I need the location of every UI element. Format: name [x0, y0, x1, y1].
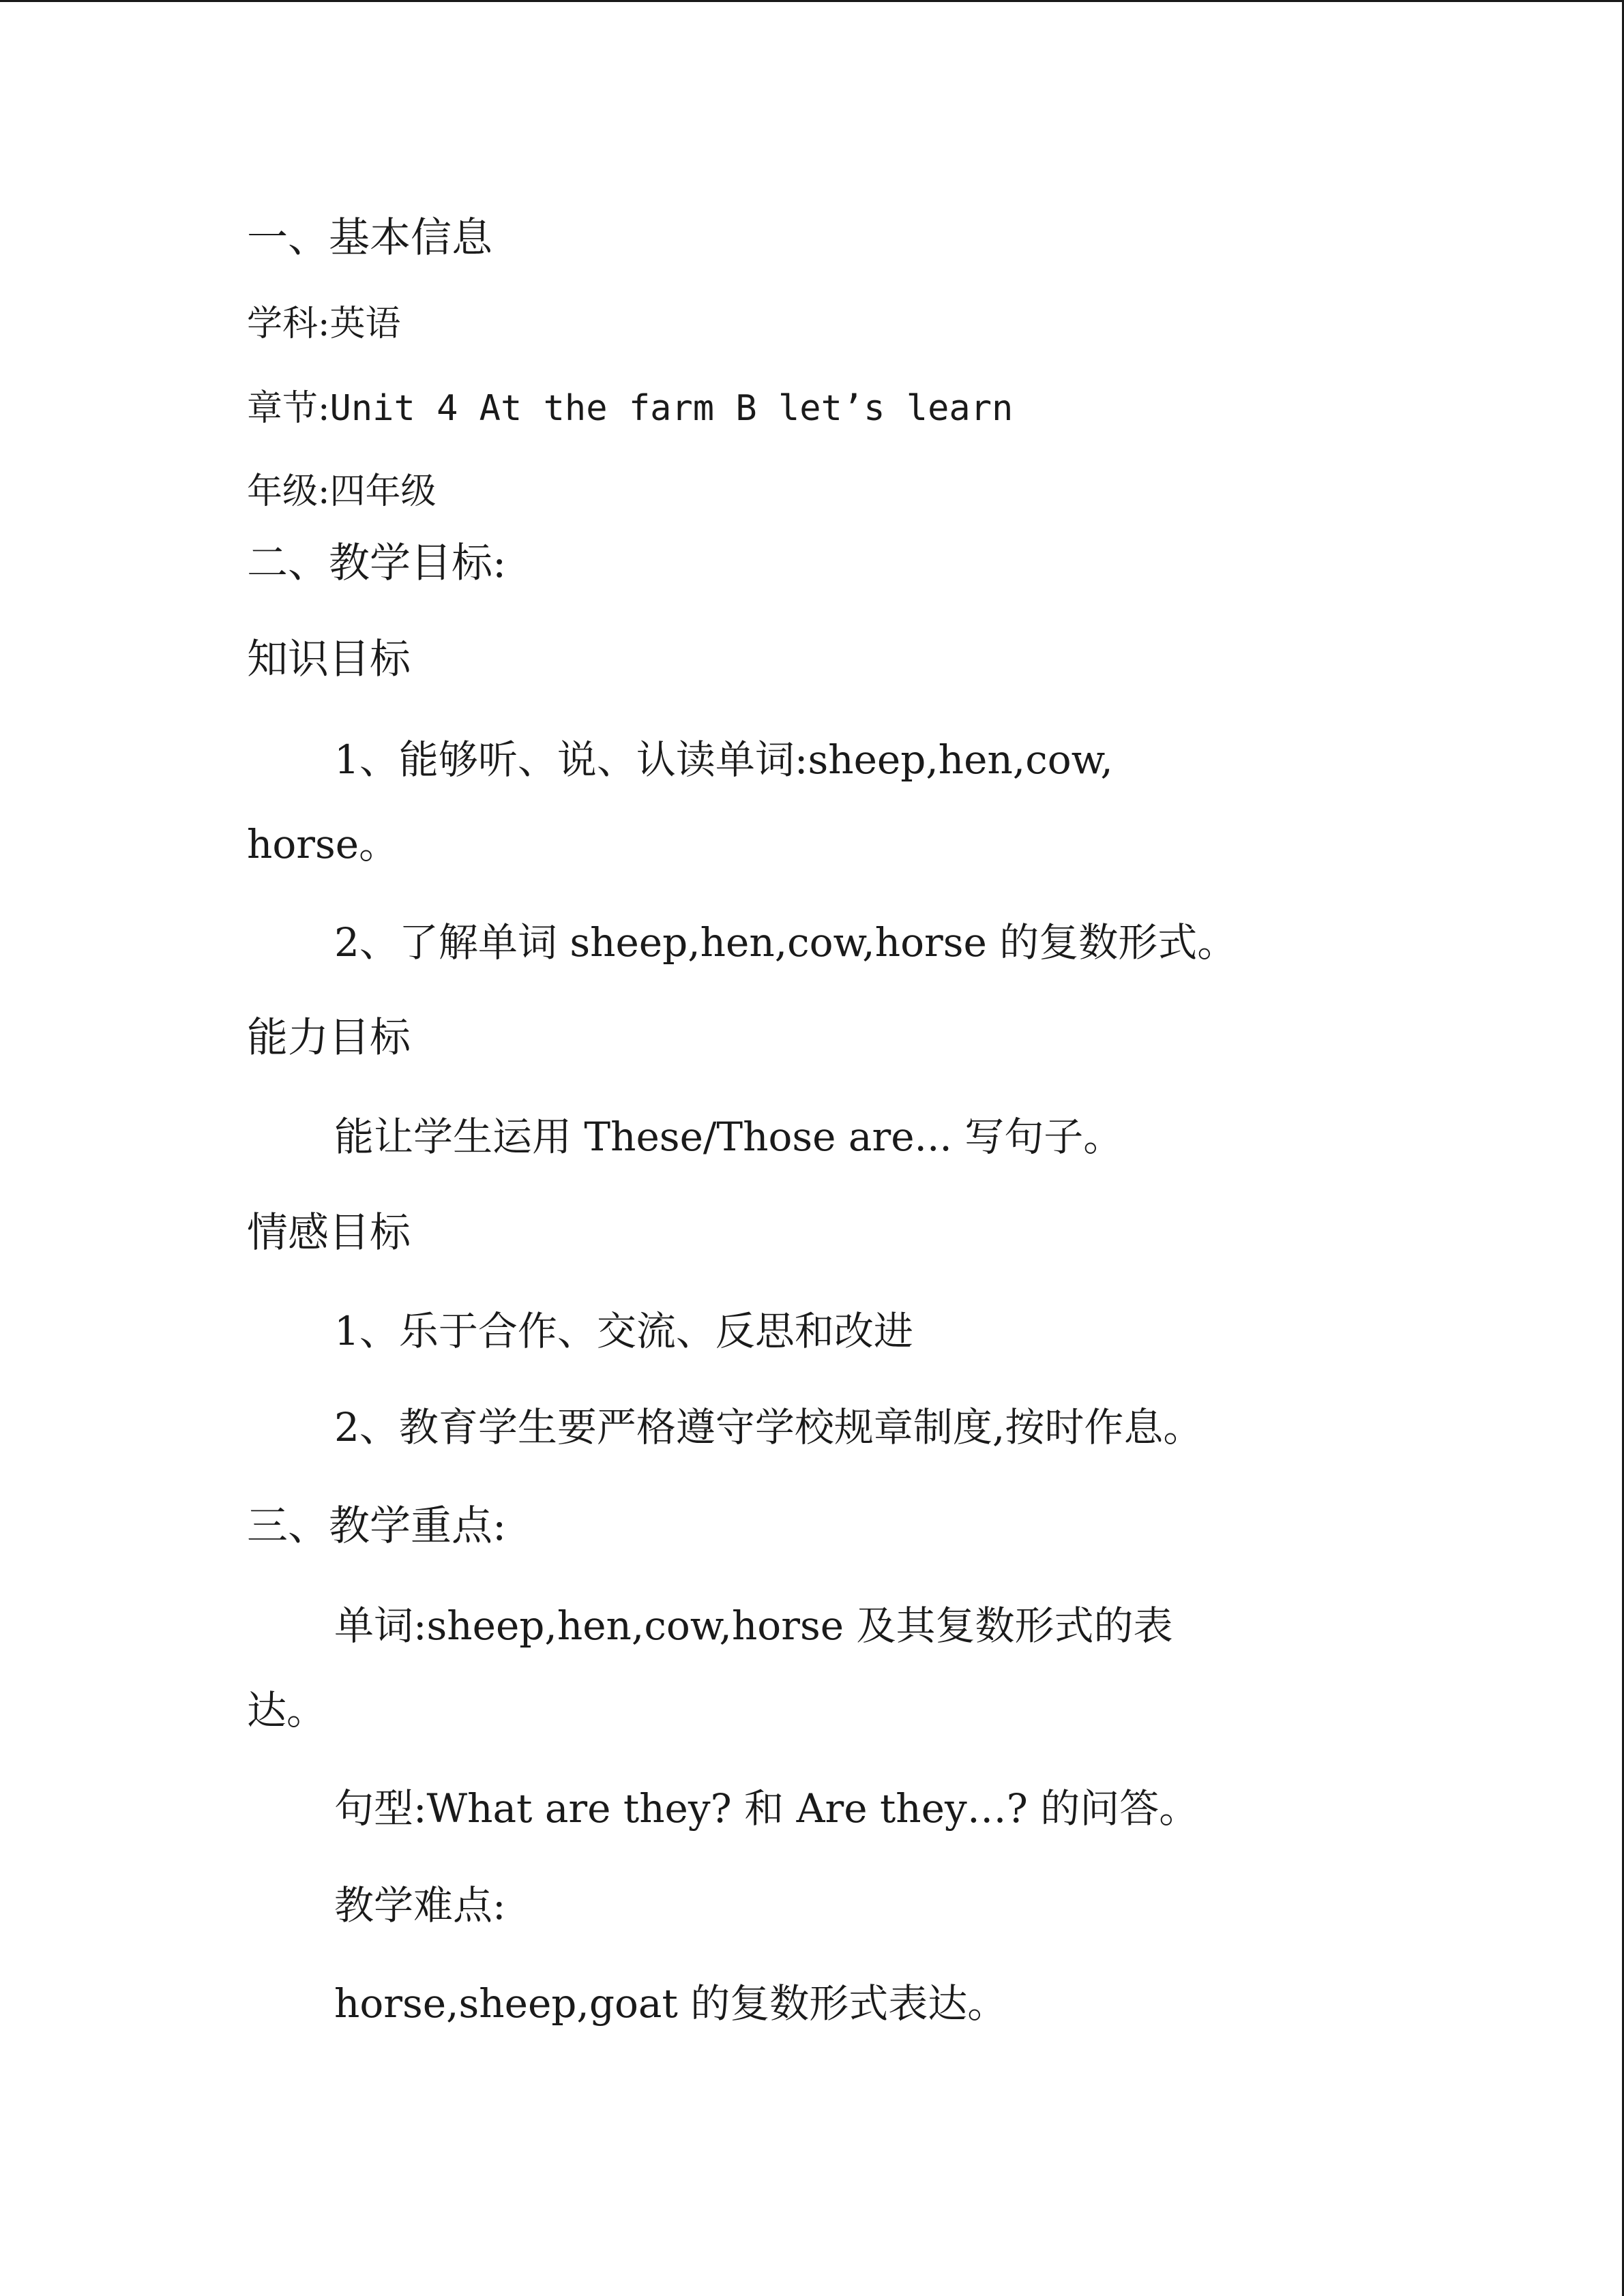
section-heading-key-points: 三、教学重点:: [247, 1502, 507, 1550]
chapter-line: [247, 388, 1014, 429]
section-heading-teaching-goals: 二、教学目标:: [247, 539, 507, 587]
difficulty-item: horse,sheep,goat 的复数形式表达。: [334, 1980, 1007, 2027]
emotion-item-1: 1、乐于合作、交流、反思和改进: [334, 1308, 913, 1354]
chapter-value: Unit 4 At the farm B let’s learn: [329, 388, 1014, 429]
difficulty-title: 教学难点:: [334, 1882, 506, 1928]
section-heading-basic-info: 一、基本信息: [247, 214, 492, 262]
knowledge-item-1-line-1: 1、能够听、说、认读单词:sheep,hen,cow,: [334, 736, 1113, 783]
emotion-item-2: 2、教育学生要严格遵守学校规章制度,按时作息。: [334, 1404, 1203, 1450]
grade-line: 年级:四年级: [247, 471, 437, 512]
ability-item: 能让学生运用 These/Those are... 写句子。: [334, 1114, 1123, 1160]
key-words-line-1: 单词:sheep,hen,cow,horse 及其复数形式的表: [334, 1602, 1173, 1649]
subject-line: 学科:英语: [247, 303, 401, 344]
knowledge-item-2: 2、了解单词 sheep,hen,cow,horse 的复数形式。: [334, 919, 1237, 966]
chapter-label: 章节:: [247, 388, 330, 429]
ability-goal-title: 能力目标: [247, 1014, 411, 1062]
key-words-line-2: 达。: [247, 1687, 327, 1733]
knowledge-goal-title: 知识目标: [247, 636, 411, 683]
sentence-pattern: 句型:What are they? 和 Are they…? 的问答。: [334, 1785, 1199, 1832]
knowledge-item-1-line-2: horse。: [247, 821, 399, 867]
emotion-goal-title: 情感目标: [247, 1209, 411, 1257]
